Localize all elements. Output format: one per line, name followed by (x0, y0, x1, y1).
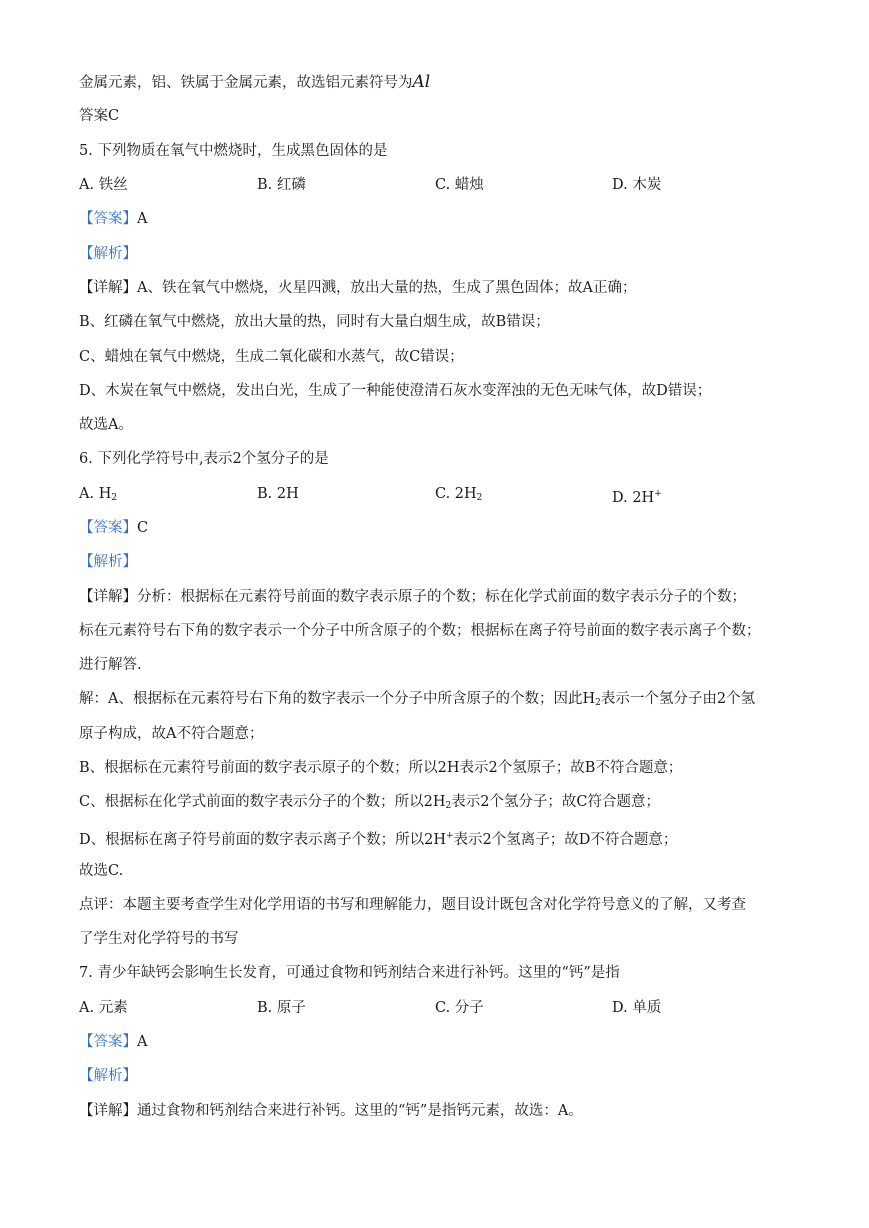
detail-text: 分析：根据标在元素符号前面的数字表示原子的个数；标在化学式前面的数字表示分子的个数； (137, 589, 746, 605)
q5-detail-2: B、红磷在氧气中燃烧，放出大量的热，同时有大量白烟生成，故B错误； (79, 314, 550, 330)
subscript: 2 (111, 493, 118, 503)
q7-analysis-tag: 【解析】 (79, 1068, 137, 1084)
q7-option-c: C. 分子 (435, 1000, 484, 1016)
q5-analysis-tag: 【解析】 (79, 246, 137, 262)
element-symbol: Al (412, 72, 431, 92)
subscript: 2 (445, 801, 452, 811)
solution-text: C、根据标在化学式前面的数字表示分子的个数；所以2H (79, 794, 446, 810)
answer-tag: 【答案】 (79, 211, 137, 227)
q6-analysis-tag: 【解析】 (79, 554, 137, 570)
q6-detail-1 (79, 587, 746, 607)
q5-detail-1 (79, 278, 636, 298)
question-7-stem: 7. 青少年缺钙会影响生长发育，可通过食物和钙剂结合来进行补钙。这里的“钙”是指 (79, 965, 620, 981)
q6-comment-2: 了学生对化学符号的书写 (79, 931, 239, 947)
q5-detail-3: C、蜡烛在氧气中燃烧，生成二氧化碳和水蒸气，故C错误； (79, 349, 464, 365)
solution-text: 表示2个氢离子；故D不符合题意； (453, 832, 678, 848)
answer-value: A (137, 1034, 148, 1050)
answer-tag: 【答案】 (79, 1034, 137, 1050)
q6-option-b: B. 2H (257, 486, 299, 502)
q6-option-a (79, 484, 117, 508)
solution-text: 表示2个氢分子；故C符合题意； (451, 794, 661, 810)
detail-tag: 【详解】 (79, 280, 137, 296)
answer-value: C (137, 520, 149, 536)
superscript: + (654, 489, 662, 499)
q6-detail-3: 进行解答. (79, 657, 142, 673)
q6-option-d (612, 484, 662, 508)
superscript: + (446, 831, 454, 841)
q5-detail-4: D、木炭在氧气中燃烧，发出白光，生成了一种能使澄清石灰水变浑浊的无色无味气体，故D错误； (79, 383, 712, 399)
q6-conclusion: 故选C. (79, 863, 124, 879)
subscript: 2 (476, 493, 483, 503)
solution-text: 解：A、根据标在元素符号右下角的数字表示一个分子中所含原子的个数；因此H (79, 691, 596, 707)
q6-option-c (435, 484, 482, 508)
q5-option-d: D. 木炭 (612, 177, 662, 193)
q6-solution-3: B、根据标在元素符号前面的数字表示原子的个数；所以2H表示2个氢原子；故B不符合题意； (79, 760, 683, 776)
q6-comment-1: 点评：本题主要考查学生对化学用语的书写和理解能力，题目设计既包含对化学符号意义的了解，又考查 (79, 897, 746, 913)
q6-solution-5 (79, 826, 677, 850)
q6-answer (79, 518, 148, 538)
q7-option-a: A. 元素 (79, 1000, 128, 1016)
q5-option-b: B. 红磷 (257, 177, 306, 193)
line-text: 金属元素，铝、铁属于金属元素，故选铝元素符号为 (79, 75, 413, 91)
text-line (79, 72, 430, 93)
answer-tag: 【答案】 (79, 520, 137, 536)
q5-option-a: A. 铁丝 (79, 177, 128, 193)
detail-text: 通过食物和钙剂结合来进行补钙。这里的“钙”是指钙元素，故选：A。 (137, 1103, 583, 1119)
q5-answer (79, 209, 147, 229)
option-text: C. 2H (435, 486, 477, 502)
question-5-stem: 5. 下列物质在氧气中燃烧时，生成黑色固体的是 (79, 143, 388, 159)
solution-text: D、根据标在离子符号前面的数字表示离子个数；所以2H (79, 832, 446, 848)
detail-text: A、铁在氧气中燃烧，火星四溅，放出大量的热，生成了黑色固体；故A正确； (137, 280, 637, 296)
option-text: A. H (79, 486, 112, 502)
q6-detail-2: 标在元素符号右下角的数字表示一个分子中所含原子的个数；根据标在离子符号前面的数字表示离子个数； (79, 623, 761, 639)
detail-tag: 【详解】 (79, 589, 137, 605)
detail-tag: 【详解】 (79, 1103, 137, 1119)
q5-conclusion: 故选A。 (79, 417, 133, 433)
option-text: D. 2H (612, 490, 655, 506)
question-6-stem: 6. 下列化学符号中,表示2个氢分子的是 (79, 451, 329, 467)
answer-value: A (137, 211, 148, 227)
q5-option-c: C. 蜡烛 (435, 177, 484, 193)
q6-solution-2: 原子构成，故A不符合题意； (79, 726, 264, 742)
q6-solution-4 (79, 792, 660, 816)
q7-option-d: D. 单质 (612, 1000, 662, 1016)
q7-answer (79, 1032, 147, 1052)
text-line: 答案C (79, 108, 120, 124)
solution-text: 表示一个氢分子由2个氢 (600, 691, 756, 707)
q7-detail-1 (79, 1101, 583, 1121)
subscript: 2 (595, 698, 601, 708)
q6-solution-1 (79, 689, 755, 713)
q7-option-b: B. 原子 (257, 1000, 306, 1016)
